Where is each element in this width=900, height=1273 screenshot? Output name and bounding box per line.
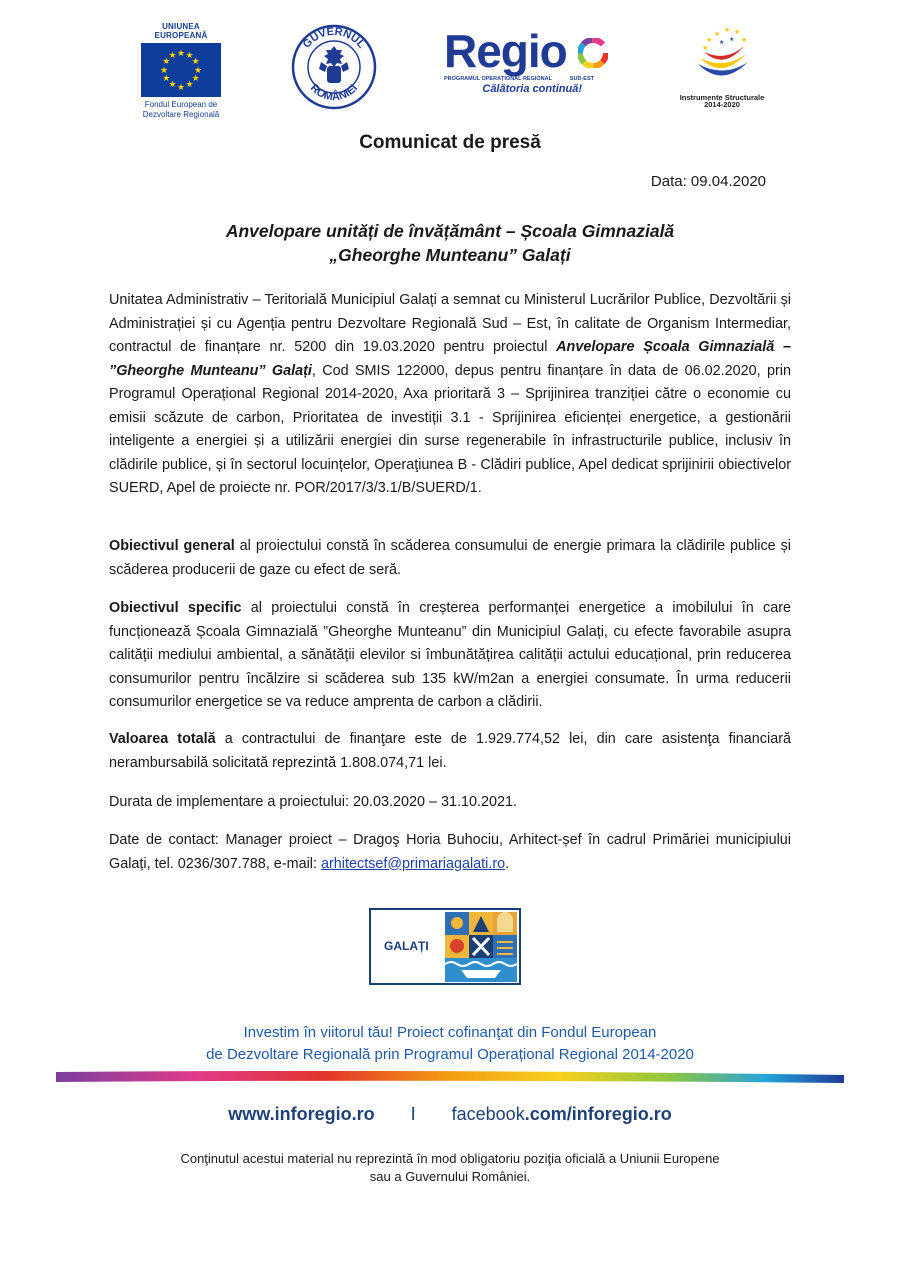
document-title: Comunicat de presă (359, 132, 541, 153)
slogan-line-2: de Dezvoltare Regională prin Programul Operațional Regional 2014-2020 (206, 1046, 694, 1063)
paragraph-contract (109, 289, 791, 501)
instrumente-caption-line-1: Instrumente Structurale (679, 93, 765, 102)
eu-star-icon: ★ (185, 79, 194, 90)
svg-text:★: ★ (729, 36, 735, 43)
eu-star-icon: ★ (185, 49, 194, 60)
subtitle-line-2: „Gheorghe Munteanu” Galați (329, 245, 571, 265)
eu-logo-caption-line-1: Fondul European de (144, 100, 218, 109)
regio-tagline: Călătoria continuă! (482, 83, 582, 95)
eu-star-icon: ★ (191, 73, 200, 83)
general-objective-label: Obiectivul general (109, 538, 235, 554)
svg-text:★: ★ (734, 28, 741, 36)
eu-star-icon: ★ (193, 64, 203, 75)
eu-star-icon: ★ (176, 81, 186, 92)
slogan-line-1: Investim în viitorul tău! Proiect cofinanţat din Fondul European (243, 1024, 657, 1041)
document-date: Data: 09.04.2020 (650, 173, 766, 190)
specific-objective-label: Obiectivul specific (109, 600, 242, 616)
contact-text: Date de contact: Manager proiect – Dragoş Horia Buhociu, Arhitect-șef în cadrul Primăriei municipiului Galați, tel. 0236/307.788, e-mail: (109, 832, 791, 872)
galati-city-logo (369, 908, 521, 985)
regio-region-name: SUD-EST (569, 76, 594, 82)
paragraph-general-objective (109, 535, 791, 582)
facebook-link[interactable] (452, 1104, 672, 1124)
paragraph-duration (109, 791, 791, 815)
specific-objective-text: al proiectului constă în creșterea performanței energetice a imobilului în care funcționează Școala Gimnazială ”Gheorghe Munteanu” din Municipiul Galați, cu efecte favorabile asupra calității mediului ambiental, a sănătății elevilor si îmbunătățirea calității actului educațional, prin reducerea consumurilor pentru încălzire si scăderea sub 135 kW/m2an a energiei consumate. În urma reducerii consumurilor energetice se va reduce amprenta de carbon a clădirii. (109, 600, 792, 710)
eu-star-icon: ★ (191, 56, 200, 66)
footer-links (0, 1104, 900, 1125)
contact-email-link[interactable]: arhitectsef@primariagalati.ro (321, 855, 506, 872)
instrumente-caption-line-2: 2014-2020 (704, 100, 740, 109)
paragraph-contact (109, 829, 791, 876)
government-of-romania-logo (291, 24, 377, 110)
website-link[interactable]: www.inforegio.ro (228, 1104, 375, 1124)
svg-text:★: ★ (719, 39, 725, 46)
eu-star-icon: ★ (159, 64, 169, 75)
funding-slogan (0, 1022, 900, 1066)
document-subtitle (150, 219, 750, 267)
eu-star-icon: ★ (162, 73, 171, 83)
svg-text:ROMÂNIEI: ROMÂNIEI (307, 82, 361, 104)
regio-program-name: PROGRAMUL OPERAȚIONAL REGIONAL (444, 76, 552, 82)
facebook-link-rest: .com/inforegio.ro (524, 1104, 672, 1124)
svg-text:GUVERNUL: GUVERNUL (300, 25, 368, 51)
eu-flag-icon (141, 43, 221, 97)
instrumente-structurale-emblem-icon (686, 24, 758, 90)
disclaimer-line-1: Conţinutul acestui material nu reprezintă în mod obligatoriu poziţia oficială a Uniunii Europene (180, 1151, 720, 1166)
svg-text:★: ★ (702, 44, 709, 52)
rainbow-divider-bar (56, 1070, 844, 1083)
duration-text: Durata de implementare a proiectului: 20.03.2020 – 31.10.2021. (109, 794, 518, 810)
instrumente-structurale-logo (676, 24, 768, 109)
eu-star-icon: ★ (168, 49, 177, 60)
eu-logo-caption-line-2: Dezvoltare Regională (142, 110, 220, 119)
romanian-coat-of-arms-icon (319, 46, 349, 83)
regio-rainbow-dot-icon (578, 38, 608, 68)
eu-star-icon: ★ (162, 56, 171, 66)
galati-emblem-icon (445, 912, 517, 982)
total-value-text: a contractului de finanţare este de 1.929.774,52 lei, din care asistenţa financiară nerambursabilă solicitată reprezintă 1.808.074,71 lei. (109, 731, 791, 771)
paragraph-specific-objective (109, 597, 791, 715)
disclaimer-line-2: sau a Guvernului României. (369, 1169, 531, 1184)
galati-logo-text: GALAȚI (384, 939, 429, 953)
svg-text:★: ★ (706, 36, 713, 44)
general-objective-text: al proiectului constă în scăderea consumului de energie primara la clădirile publice și scăderea producerii de gaze cu efect de seră. (109, 538, 792, 578)
total-value-label: Valoarea totală (109, 731, 216, 747)
paragraph-contract-text-2: , Cod SMIS 122000, depus pentru finanțare în data de 06.02.2020, prin Programul Operațional Regional 2014-2020, Axa prioritară 3 – Sprijinirea tranziției către o economie cu emisii scăzute de carbon, Prioritatea de investiții 3.1 - Sprijinirea eficienței energetice, a gestionării inteligente a energiei și a utilizării energiei din surse regenerabile în infrastructurile publice, inclusiv în clădirile publice, și în sectorul locuințelor, Operaţiunea B - Clădiri publice, Apel dedicat sprijinirii obiectivelor SUERD, Apel de proiecte nr. POR/2017/3/3.1/B/SUERD/1. (109, 362, 791, 496)
facebook-link-prefix: facebook (451, 1104, 525, 1124)
eu-logo-caption-top: UNIUNEA EUROPEANĂ (154, 22, 208, 40)
svg-text:★: ★ (724, 26, 731, 34)
svg-text:★: ★ (714, 30, 721, 38)
eu-logo (136, 22, 226, 120)
contact-text-end: . (505, 855, 510, 872)
paragraph-contract-text-1: Unitatea Administrativ – Teritorială Municipiul Galați a semnat cu Ministerul Lucrărilor Publice, Dezvoltării și Administrației și cu Agenția pentru Dezvoltare Regională Sud – Est, în calitate de Organism Intermediar, contractul de finanțare nr. 5200 din 19.03.2020 pentru proiectul (109, 292, 791, 355)
paragraph-total-value (109, 728, 791, 775)
subtitle-line-1: Anvelopare unități de învățământ – Școala Gimnazială (225, 221, 675, 241)
link-separator: I (410, 1104, 416, 1124)
project-name: Anvelopare Școala Gimnazială – ”Gheorghe Munteanu” Galați (109, 339, 791, 379)
regio-wordmark: Regio (444, 25, 567, 77)
svg-text:★: ★ (741, 36, 748, 44)
eu-star-icon: ★ (168, 79, 177, 90)
eu-star-icon: ★ (176, 47, 186, 58)
disclaimer (0, 1150, 900, 1186)
regio-logo (444, 25, 614, 95)
